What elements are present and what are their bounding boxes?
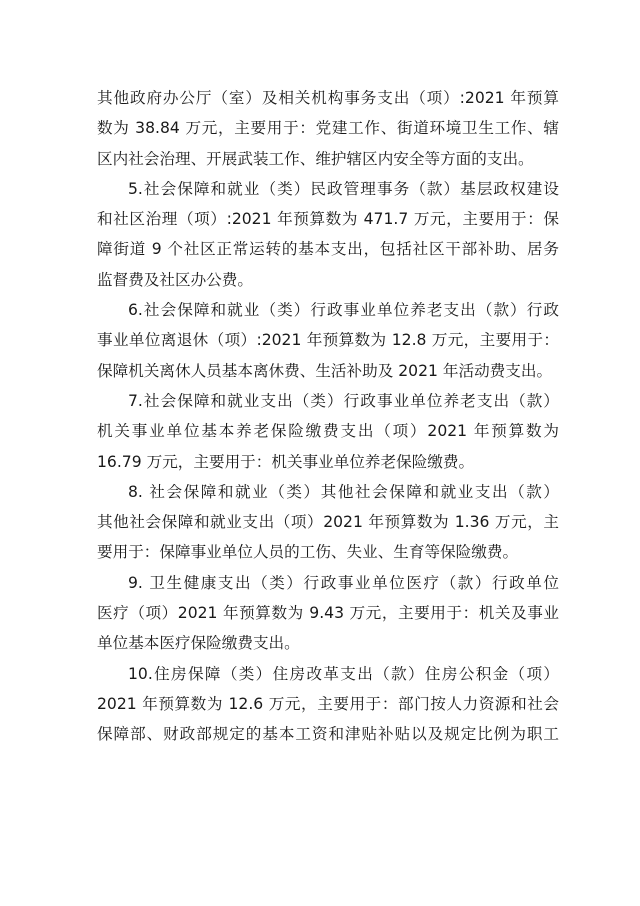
text-line: 其他政府办公厅（室）及相关机构事务支出（项）:2021 年预算 — [97, 89, 559, 107]
text-line: 6.社会保障和就业（类）行政事业单位养老支出（款）行政 — [128, 301, 559, 320]
text-line: 障街道 9 个社区正常运转的基本支出，包括社区干部补助、居务 — [97, 240, 559, 259]
text-line: 机关事业单位基本养老保险缴费支出（项）2021 年预算数为 — [97, 422, 559, 441]
text-line: 保障机关离休人员基本离休费、生活补助及 2021 年活动费支出。 — [97, 361, 553, 380]
text-line: 区内社会治理、开展武装工作、维护辖区内安全等方面的支出。 — [97, 149, 534, 168]
text-line: 要用于：保障事业单位人员的工伤、失业、生育等保险缴费。 — [97, 543, 519, 562]
text-line: 16.79 万元，主要用于：机关事业单位养老保险缴费。 — [97, 452, 475, 471]
text-line: 医疗（项）2021 年预算数为 9.43 万元，主要用于：机关及事业 — [97, 604, 559, 623]
text-line: 2021 年预算数为 12.6 万元，主要用于：部门按人力资源和社会 — [97, 694, 559, 713]
text-line: 单位基本医疗保险缴费支出。 — [97, 634, 300, 653]
text-line: 9. 卫生健康支出（类）行政事业单位医疗（款）行政单位 — [128, 573, 559, 592]
text-line: 监督费及社区办公费。 — [97, 270, 253, 289]
text-line: 10.住房保障（类）住房改革支出（款）住房公积金（项） — [128, 664, 559, 683]
text-line: 事业单位离退休（项）:2021 年预算数为 12.8 万元，主要用于： — [97, 331, 559, 350]
text-line: 5.社会保障和就业（类）民政管理事务（款）基层政权建设 — [128, 179, 559, 198]
text-line: 其他社会保障和就业支出（项）2021 年预算数为 1.36 万元，主 — [97, 513, 559, 532]
text-line: 保障部、财政部规定的基本工资和津贴补贴以及规定比例为职工 — [97, 725, 559, 744]
document-body — [97, 83, 559, 750]
text-line: 数为 38.84 万元，主要用于：党建工作、街道环境卫生工作、辖 — [97, 119, 559, 138]
text-line: 7.社会保障和就业支出（类）行政事业单位养老支出（款） — [128, 391, 559, 410]
text-line: 和社区治理（项）:2021 年预算数为 471.7 万元，主要用于：保 — [97, 210, 559, 229]
text-line: 8. 社会保障和就业（类）其他社会保障和就业支出（款） — [128, 482, 559, 501]
